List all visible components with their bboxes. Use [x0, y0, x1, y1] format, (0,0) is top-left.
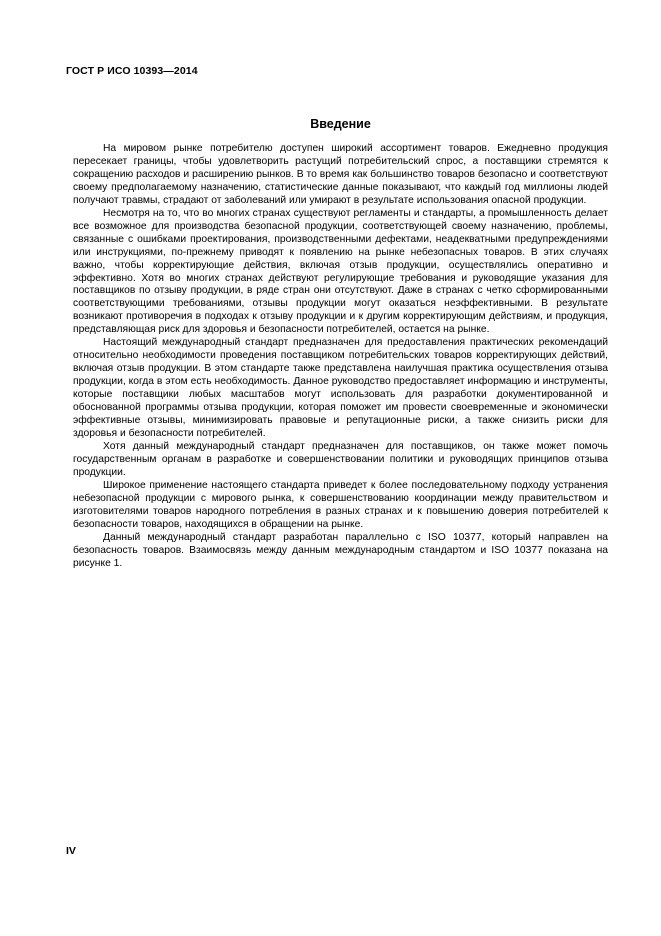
document-code: ГОСТ Р ИСО 10393—2014 — [66, 65, 198, 77]
introduction-body — [73, 143, 608, 570]
paragraph: На мировом рынке потребителю доступен широкий ассортимент товаров. Ежедневно продукция пересекает границы, чтобы удовлетворить растущий потребительский спрос, а поставщики стремятся к сокращению расходов и расширению рынков. В то время как большинство товаров безопасно и соответствуют своему предполагаемому назначению, статистические данные показывают, что каждый год миллионы людей получают травмы, страдают от заболеваний или умирают в результате использования опасной продукции. — [73, 143, 608, 206]
paragraph: Несмотря на то, что во многих странах существуют регламенты и стандарты, а промышленность делает все возможное для производства безопасной продукции, соответствующей своему назначению, проблемы, связанные с ошибками проектирования, производственными дефектами, неадекватными предупреждениями или инструкциями, по-прежнему приводят к появлению на рынке небезопасных товаров. В этих случаях важно, чтобы корректирующие действия, включая отзыв продукции, осуществлялись оперативно и эффективно. Хотя во многих странах действуют регулирующие требования и руководящие указания для поставщиков по отзыву продукции, в ряде стран они отсутствуют. Даже в странах с четко сформированными соответствующими требованиями, отзывы продукции могут оказаться неэффективными. В результате возникают противоречия в подходах к отзыву продукции и к другим корректирующим действиям, и продукция, представляющая риск для здоровья и безопасности потребителей, остается на рынке. — [73, 207, 608, 336]
page-number: IV — [66, 845, 76, 857]
paragraph: Данный международный стандарт разработан параллельно с ISO 10377, который направлен на безопасность товаров. Взаимосвязь между данным международным стандартом и ISO 10377 показана на рисунке 1. — [73, 531, 608, 569]
paragraph: Хотя данный международный стандарт предназначен для поставщиков, он также может помочь государственным органам в разработке и совершенствовании политики и руководящих принципов отзыва продукции. — [73, 440, 608, 478]
paragraph: Широкое применение настоящего стандарта приведет к более последовательному подходу устранения небезопасной продукции с мирового рынка, к совершенствованию координации между правительством и изготовителями товаров народного потребления в разных странах и к повышению доверия потребителей к безопасности товаров, находящихся в обращении на рынке. — [73, 479, 608, 530]
paragraph: Настоящий международный стандарт предназначен для предоставления практических рекомендаций относительно необходимости проведения поставщиком потребительских товаров корректирующих действий, включая отзыв продукции. В этом стандарте также представлена наилучшая практика осуществления отзыва продукции, когда в этом есть необходимость. Данное руководство предоставляет информацию и инструменты, которые поставщики любых масштабов могут использовать для разработки документированной и обоснованной программы отзыва продукции, которая поможет им провести своевременные и экономически эффективные отзывы, минимизировать правовые и репутационные риски, а также снизить риски для здоровья и безопасности потребителей. — [73, 337, 608, 439]
section-title: Введение — [310, 117, 371, 131]
